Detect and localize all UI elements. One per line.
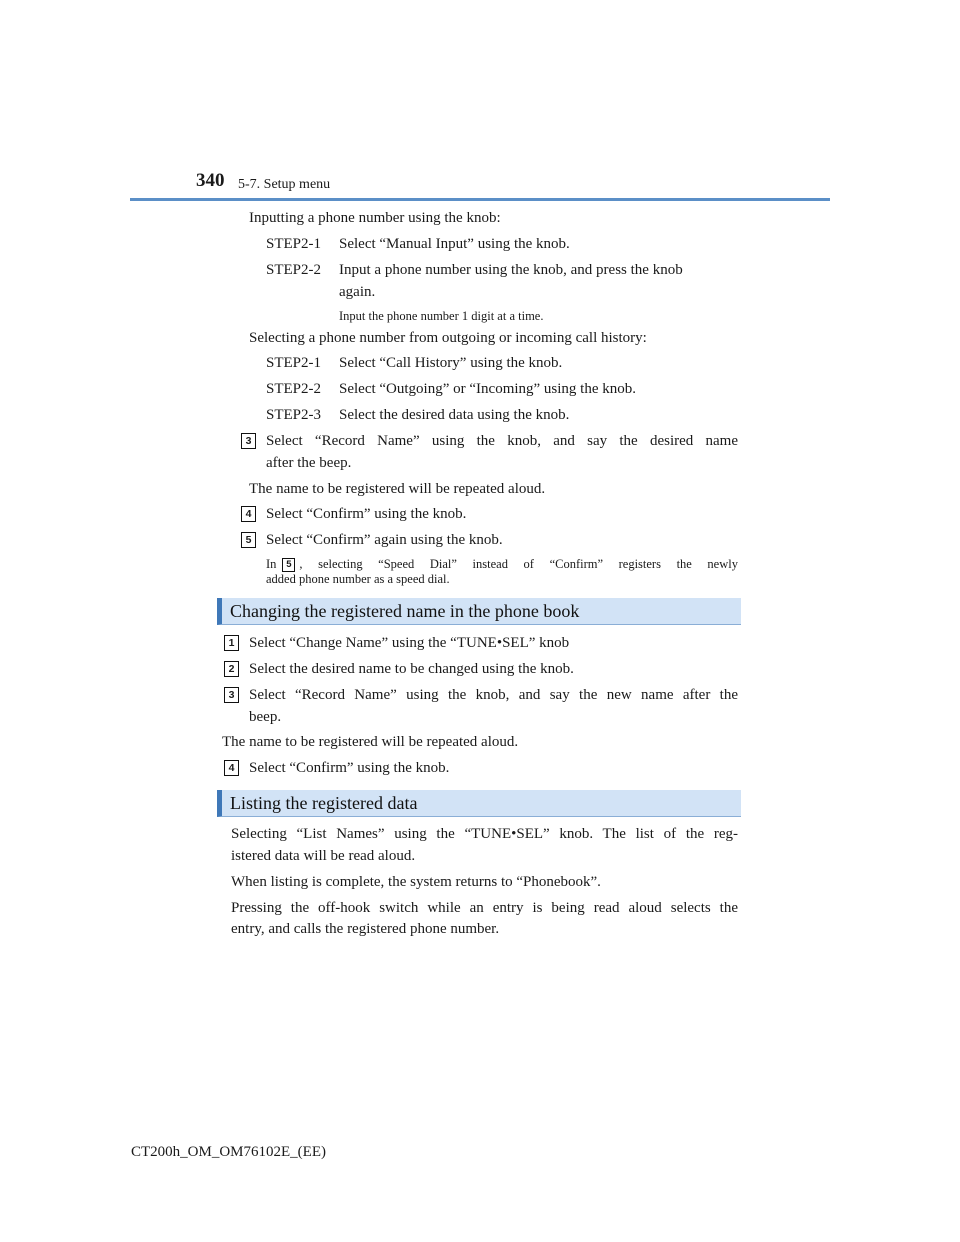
step-number-box: 2 <box>224 660 239 678</box>
knob-input-intro: Inputting a phone number using the knob: <box>249 210 501 226</box>
repeat-text: The name to be registered will be repeated aloud. <box>222 734 519 750</box>
record-name-cont: after the beep. <box>266 455 352 471</box>
step-number-box: 3 <box>241 432 256 450</box>
confirm-text: Select “Confirm” using the knob. <box>266 506 467 522</box>
listing-paragraph-cont: entry, and calls the registered phone number. <box>231 921 500 937</box>
step-number-box: 3 <box>224 686 239 704</box>
record-name-text: Select “Record Name” using the knob, and say the desired name <box>266 433 738 449</box>
list-item-text: Select the desired name to be changed using the knob. <box>249 661 574 677</box>
repeat-text: The name to be registered will be repeated aloud. <box>249 481 546 497</box>
listing-paragraph: Selecting “List Names” using the “TUNE•SEL” knob. The list of the reg- <box>231 826 738 842</box>
step-text: Select “Manual Input” using the knob. <box>339 236 570 252</box>
step-text: Select “Call History” using the knob. <box>339 355 563 371</box>
header-rule <box>130 198 830 201</box>
step-label: STEP2-2 <box>266 262 322 278</box>
page-number: 340 <box>196 170 225 191</box>
step-number-box: 4 <box>241 505 256 523</box>
step-label: STEP2-1 <box>266 355 322 371</box>
speed-dial-note-cont: added phone number as a speed dial. <box>266 572 450 586</box>
history-intro: Selecting a phone number from outgoing or incoming call history: <box>249 330 647 346</box>
step-label: STEP2-2 <box>266 381 322 397</box>
section-heading-change-name: Changing the registered name in the phone book <box>217 598 741 625</box>
section-heading-listing: Listing the registered data <box>217 790 741 817</box>
step-text: Select the desired data using the knob. <box>339 407 570 423</box>
list-item-text: Select “Record Name” using the knob, and say the new name after the <box>249 687 738 703</box>
step-number-box: 5 <box>241 531 256 549</box>
step-text-cont: again. <box>339 284 376 300</box>
note: Input the phone number 1 digit at a time. <box>339 309 544 323</box>
listing-paragraph: When listing is complete, the system returns to “Phonebook”. <box>231 874 601 890</box>
doc-code: CT200h_OM_OM76102E_(EE) <box>131 1144 326 1160</box>
step-number-box: 4 <box>224 759 239 777</box>
step-label: STEP2-3 <box>266 407 322 423</box>
listing-paragraph-cont: istered data will be read aloud. <box>231 848 416 864</box>
section-title: 5-7. Setup menu <box>238 177 331 192</box>
list-item-cont: beep. <box>249 709 282 725</box>
list-item-text: Select “Change Name” using the “TUNE•SEL” knob <box>249 635 570 651</box>
confirm-again-text: Select “Confirm” again using the knob. <box>266 532 503 548</box>
step-number-box: 1 <box>224 634 239 652</box>
listing-paragraph: Pressing the off-hook switch while an entry is being read aloud selects the <box>231 900 738 916</box>
step-text: Input a phone number using the knob, and press the knob <box>339 262 683 278</box>
step-text: Select “Outgoing” or “Incoming” using the knob. <box>339 381 637 397</box>
list-item-text: Select “Confirm” using the knob. <box>249 760 450 776</box>
step-label: STEP2-1 <box>266 236 322 252</box>
speed-dial-note: In 5 , selecting “Speed Dial” instead of “Confirm” registers the newly <box>266 557 738 572</box>
